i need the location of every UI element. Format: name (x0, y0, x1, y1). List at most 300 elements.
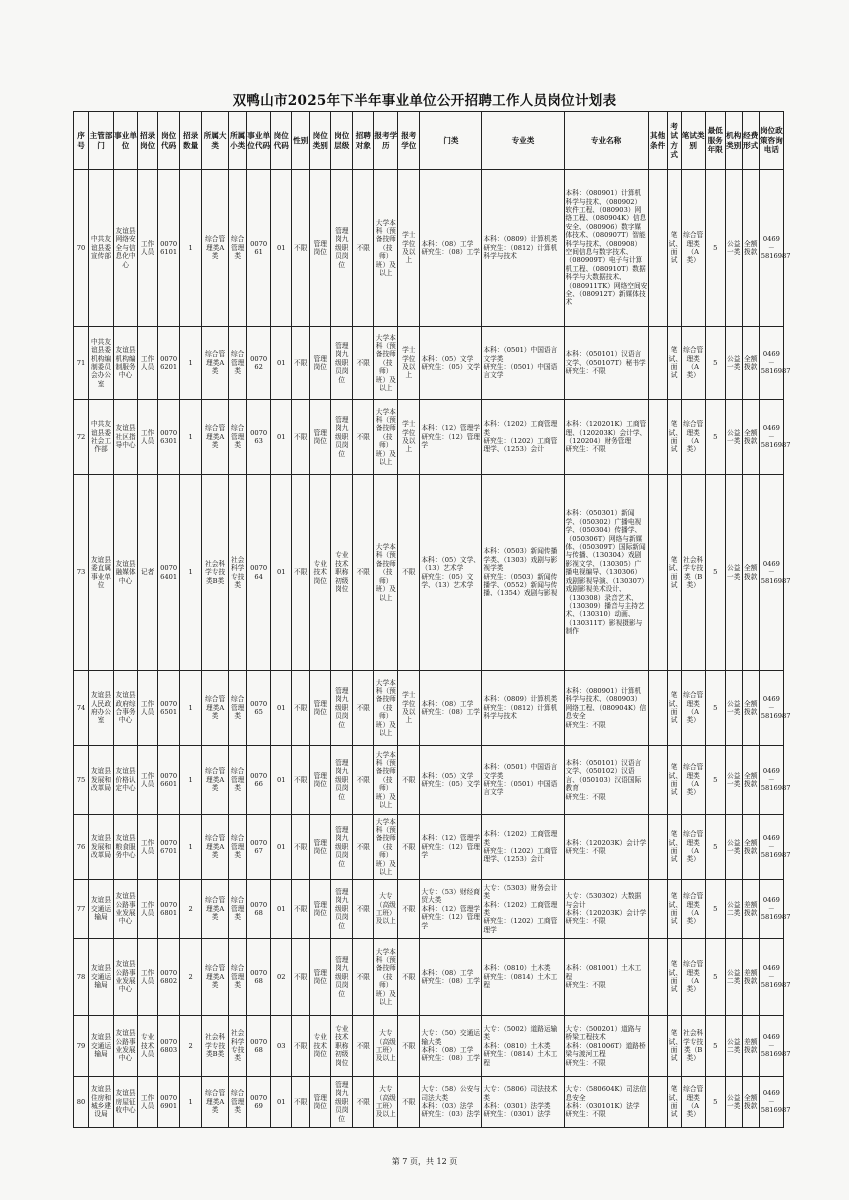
table-cell (229, 327, 247, 400)
cell-text: 综合管理类（A类） (683, 1085, 704, 1119)
cell-text: 全额拨款 (744, 354, 758, 371)
cell-text: 0469－5816987 (760, 834, 791, 860)
cell-text: 本科：（12）管理学 研究生：（12）管理学 (421, 834, 480, 860)
table-cell (271, 327, 292, 400)
table-cell (180, 170, 202, 327)
table-cell (229, 939, 247, 1016)
cell-text: 不限 (356, 243, 370, 252)
cell-text: 72 (76, 432, 86, 441)
table-cell (180, 815, 202, 880)
table-cell (420, 939, 482, 1016)
cell-text: 71 (76, 358, 86, 367)
column-header: 招录数量 (180, 112, 202, 170)
cell-text: 0070 6801 (160, 900, 178, 917)
cell-text: 01 (276, 775, 286, 784)
table-cell (202, 327, 229, 400)
cell-text: 不限 (294, 972, 308, 981)
cell-text: 综合管理类 (230, 424, 245, 450)
table-cell (759, 1016, 791, 1077)
cell-text: 社会科学专技类（B类） (683, 1029, 704, 1063)
cell-text: 友谊县发展和改革局 (91, 767, 112, 793)
table-cell (74, 400, 89, 475)
cell-text: 大专：（5002）道路运输类 本科：（0810）土木类 研究生：（0814）土木工程 (483, 1024, 558, 1067)
table-cell (180, 939, 202, 1016)
table-cell (89, 475, 114, 671)
cell-text: 专业技术人员 (140, 1033, 155, 1059)
table-cell (667, 170, 681, 327)
table-cell (89, 170, 114, 327)
column-header: 经费形式 (742, 112, 759, 170)
table-cell (353, 815, 374, 880)
cell-text: 5 (713, 358, 718, 367)
table-cell (74, 746, 89, 815)
table-cell (398, 815, 420, 880)
cell-text: 01 (276, 432, 286, 441)
cell-text: 大专（高级工班）及以上 (375, 1085, 396, 1119)
column-header: 岗位代码 (271, 112, 292, 170)
cell-text: 本科：（08）工学 研究生：（08）工学 (421, 699, 480, 716)
cell-text: 本科：（0809）计算机类 研究生：（0812）计算机科学与技术 (483, 235, 558, 261)
cell-text: 公益一类 (727, 428, 741, 445)
table-cell (89, 815, 114, 880)
table-cell (74, 170, 89, 327)
cell-text: 综合管理类A类 (205, 767, 226, 793)
cell-text: 笔试、面试 (668, 763, 683, 797)
cell-text: 管理岗九级职员岗位 (335, 1080, 349, 1123)
cell-text: 管理岗九级职员岗位 (335, 887, 349, 930)
table-cell (158, 746, 180, 815)
table-cell (114, 815, 138, 880)
table-cell (331, 400, 353, 475)
cell-text: 管理岗位 (313, 968, 327, 985)
cell-text: 大专：（58）公安与司法大类 本科：（03）法学 研究生：（03）法学 (421, 1085, 480, 1119)
table-cell (420, 400, 482, 475)
table-cell (202, 880, 229, 939)
cell-text: 综合管理类 (230, 767, 245, 793)
cell-text: 不限 (294, 1097, 308, 1106)
cell-text: 记者 (140, 568, 155, 577)
table-cell (292, 880, 310, 939)
table-cell (420, 671, 482, 746)
cell-text: 不限 (356, 842, 370, 851)
cell-text: 友谊县公路事业发展中心 (115, 1029, 136, 1063)
table-cell (310, 939, 331, 1016)
cell-text: 管理岗九级职员岗位 (335, 686, 349, 729)
table-cell (374, 327, 398, 400)
table-cell (482, 746, 564, 815)
cell-text: 不限 (402, 972, 416, 981)
cell-text: 社会科学专技类B类 (205, 1033, 226, 1059)
cell-text: 本科：（081001）土木工程 研究生：不限 (565, 964, 642, 990)
table-cell (482, 939, 564, 1016)
table-cell (705, 400, 725, 475)
cell-text: 综合管理类（A类） (683, 960, 704, 994)
table-cell (138, 1016, 158, 1077)
table-cell (648, 815, 667, 880)
table-cell (331, 1077, 353, 1128)
cell-text: 管理岗位 (313, 239, 327, 256)
cell-text: 不限 (356, 1041, 370, 1050)
table-cell (229, 475, 247, 671)
table-cell (398, 746, 420, 815)
cell-text: 0469－5816987 (760, 964, 791, 990)
cell-text: 全额拨款 (744, 838, 758, 855)
cell-text: 大学本科（预备技师（技师）班）及以上 (375, 817, 396, 877)
table-cell (138, 880, 158, 939)
cell-text: 全额拨款 (744, 1093, 758, 1110)
cell-text: 全额拨款 (744, 428, 758, 445)
table-cell (398, 170, 420, 327)
cell-text: 0070 65 (250, 699, 268, 716)
table-cell (114, 1016, 138, 1077)
cell-text: 本科：（0501）中国语言文学类 研究生：（0501）中国语言文学 (483, 346, 558, 380)
cell-text: 学士学位及以上 (402, 420, 416, 454)
table-cell (482, 880, 564, 939)
cell-text: 0070 61 (250, 239, 268, 256)
cell-text: 03 (276, 1041, 286, 1050)
cell-text: 大专：（580604K）司法信息安全 本科：（030101K）法学 研究生：不限 (565, 1085, 647, 1119)
cell-text: 综合管理类 (230, 1089, 245, 1115)
cell-text: 不限 (294, 775, 308, 784)
cell-text: 综合管理类（A类） (683, 691, 704, 725)
table-cell (331, 671, 353, 746)
table-cell (759, 815, 791, 880)
table-cell (310, 880, 331, 939)
table-cell (202, 170, 229, 327)
cell-text: 75 (76, 775, 86, 784)
table-cell (247, 1016, 271, 1077)
column-header: 考试方式 (667, 112, 681, 170)
table-cell (74, 327, 89, 400)
cell-text: 1 (188, 842, 193, 851)
cell-text: 管理岗位 (313, 354, 327, 371)
table-cell (331, 746, 353, 815)
cell-text: 管理岗九级职员岗位 (335, 415, 349, 458)
table-cell (482, 1016, 564, 1077)
cell-text: 综合管理类A类 (205, 350, 226, 376)
table-cell (158, 1016, 180, 1077)
cell-text: 管理岗九级职员岗位 (335, 825, 349, 868)
table-cell (271, 1016, 292, 1077)
column-header: 所属小类 (229, 112, 247, 170)
cell-text: 本科：（05）文学、（13）艺术学 研究生：（05）文学、（13）艺术学 (421, 555, 480, 589)
table-cell (229, 815, 247, 880)
cell-text: 不限 (294, 358, 308, 367)
table-cell (74, 671, 89, 746)
cell-text: 0070 68 (250, 968, 268, 985)
table-row (74, 400, 784, 475)
cell-text: 公益一类 (727, 699, 741, 716)
cell-text: 本科：（120201K）工商管理、（120203K）会计学、（120204）财务管理 研究生：不限 (565, 420, 647, 454)
cell-text: 0070 68 (250, 900, 268, 917)
table-cell (681, 939, 705, 1016)
cell-text: 0469－5816987 (760, 767, 791, 793)
table-cell (759, 475, 791, 671)
table-cell (247, 400, 271, 475)
cell-text: 差额拨款 (744, 968, 758, 985)
table-cell (331, 815, 353, 880)
cell-text: 不限 (402, 568, 416, 577)
cell-text: 大专：（500201）道路与桥梁工程技术 本科：（081006T）道路桥梁与渡河工程 研究生：不限 (565, 1024, 646, 1067)
cell-text: 不限 (356, 1097, 370, 1106)
table-cell (398, 880, 420, 939)
table-cell (114, 475, 138, 671)
cell-text: 本科：（08）工学 研究生：（08）工学 (421, 239, 480, 256)
table-cell (247, 1077, 271, 1128)
cell-text: 不限 (294, 703, 308, 712)
table-cell (742, 671, 759, 746)
table-cell (158, 671, 180, 746)
cell-text: 大专：（5303）财务会计类 本科：（1202）工商管理类 研究生：（1202）工商管理学 (483, 883, 558, 934)
cell-text: 0070 6901 (160, 1093, 178, 1110)
table-cell (374, 939, 398, 1016)
column-header: 招聘对象 (353, 112, 374, 170)
column-header: 招录岗位 (138, 112, 158, 170)
table-cell (353, 170, 374, 327)
cell-text: 综合管理类A类 (205, 235, 226, 261)
table-cell (158, 170, 180, 327)
cell-text: 友谊县网络安全与信息化中心 (115, 226, 136, 269)
cell-text: 友谊县社区指导中心 (115, 424, 136, 450)
table-row (74, 939, 784, 1016)
table-cell (331, 939, 353, 1016)
table-cell (705, 815, 725, 880)
cell-text: 01 (276, 904, 286, 913)
cell-text: 社会科学专技类（B类） (683, 555, 704, 589)
table-cell (180, 671, 202, 746)
cell-text: 5 (713, 568, 718, 577)
column-header: 报考学历 (374, 112, 398, 170)
table-cell (667, 1016, 681, 1077)
cell-text: 公益一类 (727, 239, 741, 256)
table-cell (667, 671, 681, 746)
table-cell (202, 746, 229, 815)
cell-text: 学士学位及以上 (402, 691, 416, 725)
cell-text: 0469－5816987 (760, 559, 791, 585)
table-cell (331, 1016, 353, 1077)
cell-text: 5 (713, 842, 718, 851)
cell-text: 专业技术岗位 (313, 1033, 327, 1059)
column-header: 岗位层级 (331, 112, 353, 170)
cell-text: 管理岗位 (313, 1093, 327, 1110)
cell-text: 本科：（0501）中国语言文学类 研究生：（0501）中国语言文学 (483, 763, 558, 797)
table-cell (247, 170, 271, 327)
cell-text: 0070 63 (250, 428, 268, 445)
table-cell (180, 746, 202, 815)
table-cell (374, 170, 398, 327)
table-cell (648, 1077, 667, 1128)
cell-text: 综合管理类A类 (205, 695, 226, 721)
recruitment-plan-table (73, 111, 791, 1128)
table-cell (247, 880, 271, 939)
table-cell (89, 939, 114, 1016)
table-cell (229, 400, 247, 475)
table-cell (398, 327, 420, 400)
table-cell (648, 475, 667, 671)
table-cell (667, 1077, 681, 1128)
cell-text: 5 (713, 1097, 718, 1106)
table-cell (310, 1016, 331, 1077)
table-cell (725, 327, 742, 400)
table-cell (138, 815, 158, 880)
table-cell (742, 880, 759, 939)
cell-text: 友谊县委直属事业单位 (91, 555, 112, 589)
cell-text: 友谊县融媒体中心 (115, 559, 136, 585)
cell-text: 友谊县公路事业发展中心 (115, 892, 136, 926)
table-cell (89, 671, 114, 746)
column-header: 笔试类别 (681, 112, 705, 170)
cell-text: 社会科学专技类 (230, 1029, 245, 1063)
cell-text: 管理岗九级职员岗位 (335, 758, 349, 801)
table-cell (138, 327, 158, 400)
cell-text: 工作人员 (140, 1093, 155, 1110)
table-cell (229, 170, 247, 327)
column-header: 专业名称 (564, 112, 648, 170)
cell-text: 本科：（050101）汉语言文学、（050102）汉语言、（050103）汉语国际教育 研究生：不限 (565, 758, 642, 801)
cell-text: 大学本科（预备技师（技师）班）及以上 (375, 947, 396, 1007)
column-header: 事业单位代码 (247, 112, 271, 170)
table-cell (180, 400, 202, 475)
table-cell (742, 170, 759, 327)
cell-text: 大学本科（预备技师（技师）班）及以上 (375, 543, 396, 602)
cell-text: 友谊县交通运输局 (91, 1033, 112, 1059)
table-cell (374, 1077, 398, 1128)
table-cell (138, 1077, 158, 1128)
cell-text: 笔试、面试 (668, 892, 683, 926)
table-cell (353, 1016, 374, 1077)
table-cell (725, 1016, 742, 1077)
table-cell (180, 475, 202, 671)
cell-text: 工作人员 (140, 838, 155, 855)
cell-text: 0070 6201 (160, 354, 178, 371)
table-cell (667, 475, 681, 671)
cell-text: 本科：（050101）汉语言文学、（050107T）秘书学 研究生：不限 (565, 350, 646, 376)
cell-text: 不限 (402, 1097, 416, 1106)
cell-text: 01 (276, 358, 286, 367)
cell-text: 1 (188, 703, 193, 712)
cell-text: 管理岗位 (313, 771, 327, 788)
table-cell (482, 170, 564, 327)
cell-text: 0469－5816987 (760, 1089, 791, 1115)
table-cell (742, 746, 759, 815)
table-cell (353, 1077, 374, 1128)
table-cell (742, 327, 759, 400)
table-cell (271, 746, 292, 815)
cell-text: 差额拨款 (744, 900, 758, 917)
table-cell (398, 1016, 420, 1077)
table-cell (725, 880, 742, 939)
table-cell (725, 1077, 742, 1128)
table-cell (725, 939, 742, 1016)
cell-text: 大专（高级工班）及以上 (375, 1029, 396, 1063)
cell-text: 笔试、面试 (668, 1085, 683, 1119)
column-header: 门类 (420, 112, 482, 170)
table-cell (374, 400, 398, 475)
cell-text: 0070 6401 (160, 564, 178, 581)
cell-text: 不限 (402, 1041, 416, 1050)
table-cell (202, 1016, 229, 1077)
cell-text: 笔试、面试 (668, 1029, 683, 1063)
table-cell (353, 475, 374, 671)
cell-text: 社会科学专技类B类 (205, 559, 226, 585)
cell-text: 76 (76, 842, 86, 851)
cell-text: 综合管理类 (230, 964, 245, 990)
table-cell (310, 400, 331, 475)
table-cell (482, 400, 564, 475)
table-cell (114, 327, 138, 400)
cell-text: 笔试、面试 (668, 960, 683, 994)
table-cell (648, 170, 667, 327)
cell-text: 5 (713, 904, 718, 913)
cell-text: 不限 (294, 432, 308, 441)
table-cell (667, 815, 681, 880)
cell-text: 1 (188, 775, 193, 784)
column-header: 主管部门 (89, 112, 114, 170)
table-cell (331, 880, 353, 939)
table-cell (158, 400, 180, 475)
table-cell (74, 1016, 89, 1077)
table-cell (229, 746, 247, 815)
table-cell (229, 671, 247, 746)
table-cell (564, 815, 648, 880)
cell-text: 综合管理类 (230, 896, 245, 922)
cell-text: 不限 (356, 358, 370, 367)
cell-text: 公益二类 (727, 1037, 741, 1054)
cell-text: 1 (188, 243, 193, 252)
cell-text: 77 (76, 904, 86, 913)
table-cell (89, 880, 114, 939)
cell-text: 0469－5816987 (760, 424, 791, 450)
table-cell (202, 671, 229, 746)
table-cell (564, 880, 648, 939)
table-cell (648, 1016, 667, 1077)
table-cell (681, 170, 705, 327)
table-row (74, 475, 784, 671)
table-cell (292, 746, 310, 815)
cell-text: 大学本科（预备技师（技师）班）及以上 (375, 218, 396, 278)
table-cell (398, 1077, 420, 1128)
table-cell (310, 746, 331, 815)
cell-text: 公益一类 (727, 1093, 741, 1110)
column-header: 岗位代码 (158, 112, 180, 170)
table-cell (138, 671, 158, 746)
cell-text: 管理岗九级职员岗位 (335, 955, 349, 998)
table-cell (292, 1077, 310, 1128)
cell-text: 不限 (356, 775, 370, 784)
cell-text: 不限 (402, 904, 416, 913)
cell-text: 0469－5816987 (760, 235, 791, 261)
cell-text: 大专：（530302）大数据与会计 本科：（120203K）会计学 研究生：不限 (565, 892, 647, 926)
table-cell (74, 475, 89, 671)
cell-text: 1 (188, 1097, 193, 1106)
table-cell (158, 327, 180, 400)
column-header: 序号 (74, 112, 89, 170)
cell-text: 笔试、面试 (668, 830, 683, 864)
cell-text: 0469－5816987 (760, 350, 791, 376)
table-cell (759, 170, 791, 327)
table-cell (180, 1016, 202, 1077)
table-cell (271, 815, 292, 880)
cell-text: 大专（高级工班）及以上 (375, 892, 396, 926)
cell-text: 79 (76, 1041, 86, 1050)
cell-text: 本科：（050301）新闻学、（050302）广播电视学、（050304）传播学、（050306T）网络与新媒体、（050309T）国际新闻与传播、（130304）戏剧影视文学、（130305）广播电视编导、（130306）戏剧影视导演、（130307）戏剧影视美术设计、（130308）录音艺术、（130309）播音与主持艺术、（130310）动画、（130311T）影视摄影与制作 (565, 509, 646, 636)
table-cell (374, 671, 398, 746)
table-cell (271, 170, 292, 327)
cell-text: 综合管理类（A类） (683, 346, 704, 380)
cell-text: 01 (276, 243, 286, 252)
table-cell (705, 170, 725, 327)
table-cell (292, 170, 310, 327)
